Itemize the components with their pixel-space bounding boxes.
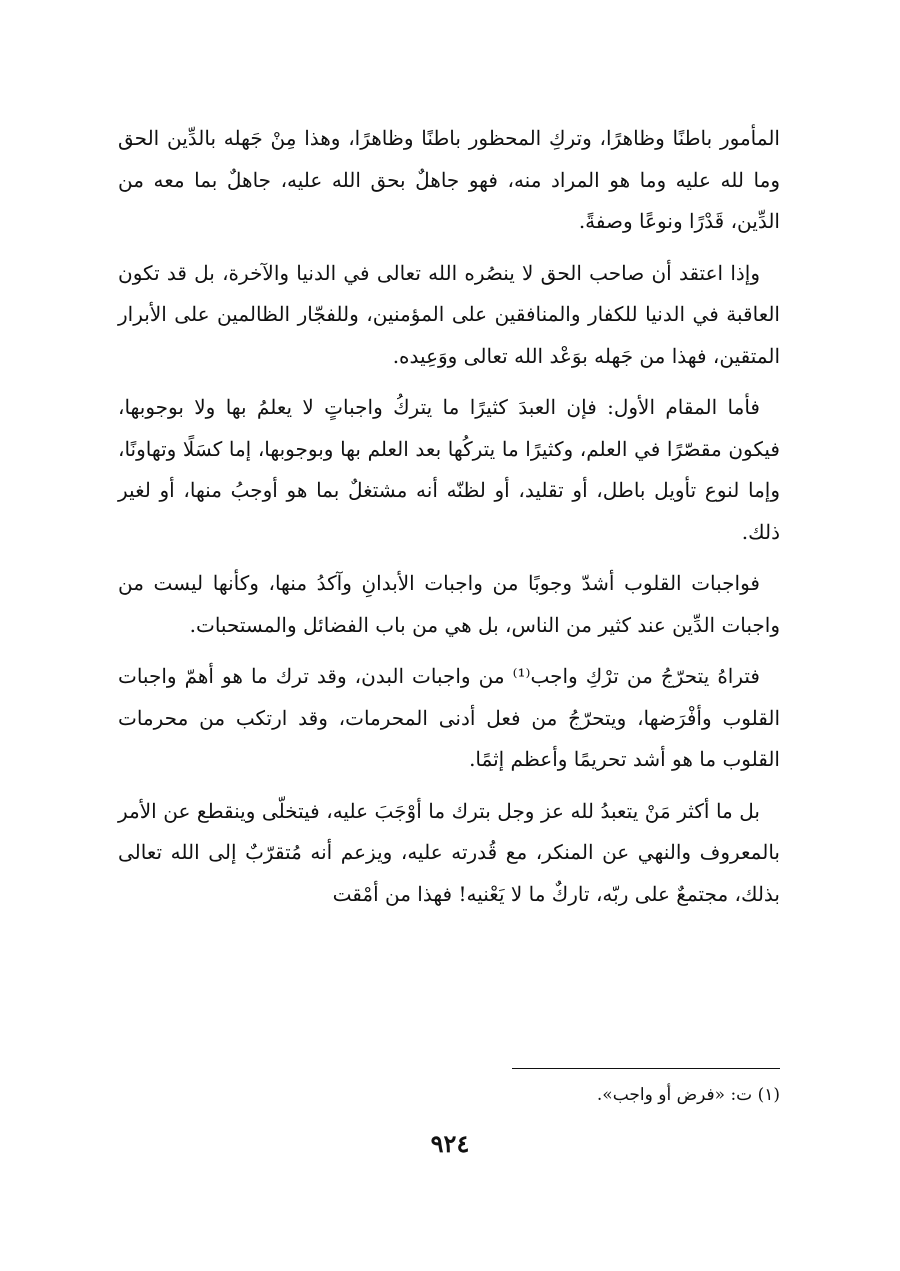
paragraph-5: فتراهُ يتحرّجُ من ترْكِ واجب⁽¹⁾ من واجبات البدن، وقد ترك ما هو أهمّ واجبات القلوب وأفْرَضها، ويتحرّجُ من فعل أدنى المحرمات، وقد ارتكب من محرمات القلوب ما هو أشد تحريمًا وأعظم إثمًا.	[118, 664, 780, 771]
main-text	[118, 118, 780, 925]
paragraph-1: المأمور باطنًا وظاهرًا، وتركِ المحظور باطنًا وظاهرًا، وهذا مِنْ جَهله بالدِّين الحق وما لله عليه وما هو المراد منه، فهو جاهلٌ بحق الله عليه، جاهلٌ بما معه من الدِّين، قَدْرًا ونوعًا وصفةً.	[118, 126, 780, 233]
footnote-divider	[512, 1068, 780, 1069]
paragraph-3: فأما المقام الأول: فإن العبدَ كثيرًا ما يتركُ واجباتٍ لا يعلمُ بها ولا بوجوبها، فيكون مقصّرًا في العلم، وكثيرًا ما يتركُها بعد العلم بها وبوجوبها، إما كسَلًا وتهاونًا، وإما لنوع تأويل باطل، أو تقليد، أو لظنّه أنه مشتغلٌ بما هو أوجبُ منها، أو لغير ذلك.	[118, 395, 780, 544]
paragraph-4: فواجبات القلوب أشدّ وجوبًا من واجبات الأبدانِ وآكدُ منها، وكأنها ليست من واجبات الدِّين عند كثير من الناس، بل هي من باب الفضائل والمستحبات.	[118, 571, 780, 637]
page-number: ٩٢٤	[430, 1129, 470, 1158]
paragraph-2: وإذا اعتقد أن صاحب الحق لا ينصُره الله تعالى في الدنيا والآخرة، بل قد تكون العاقبة في الدنيا للكفار والمنافقين على المؤمنين، وللفجّار الظالمين على الأبرار المتقين، فهذا من جَهله بوَعْد الله تعالى ووَعِيده.	[118, 260, 780, 368]
footnote: (١) ت: «فرض أو واجب».	[596, 1085, 780, 1105]
paragraph-6: بل ما أكثر مَنْ يتعبدُ لله عز وجل بترك ما أوْجَبَ عليه، فيتخلّى وينقطع عن الأمر بالمعروف والنهي عن المنكر، مع قُدرته عليه، ويزعم أنه مُتقرّبٌ إلى الله تعالى بذلك، مجتمعٌ على ربّه، تاركٌ ما لا يَعْنيه! فهذا من أمْقت	[118, 798, 780, 906]
